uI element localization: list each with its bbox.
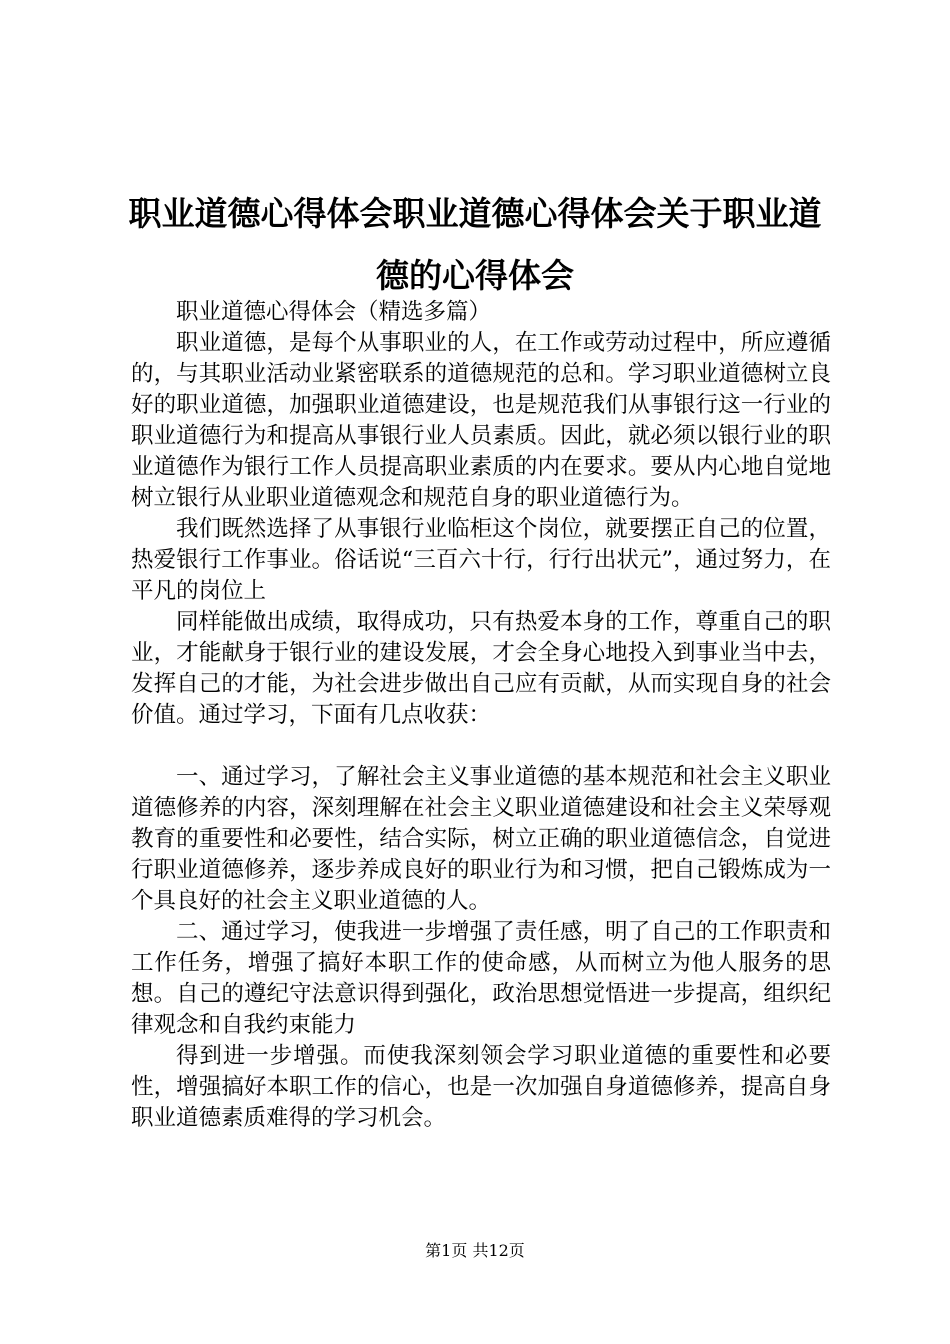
paragraph-5: 二、通过学习，使我进一步增强了责任感，明了自己的工作职责和工作任务，增强了搞好本职工作的使命感，从而树立为他人服务的思想。自己的遵纪守法意识得到强化，政治思想觉悟进一步提高，组织纪律观念和自我约束能力	[131, 919, 831, 1038]
page-footer: 第1页 共12页	[425, 1241, 525, 1260]
paragraph-6: 得到进一步增强。而使我深刻领会学习职业道德的重要性和必要性，增强搞好本职工作的信心，也是一次加强自身道德修养，提高自身职业道德素质难得的学习机会。	[131, 1043, 831, 1131]
paragraph-1: 职业道德，是每个从事职业的人，在工作或劳动过程中，所应遵循的，与其职业活动业紧密联系的道德规范的总和。学习职业道德树立良好的职业道德，加强职业道德建设，也是规范我们从事银行这一行业的职业道德行为和提高从事银行业人员素质。因此，就必须以银行业的职业道德作为银行工作人员提高职业素质的内在要求。要从内心地自觉地树立银行从业职业道德观念和规范自身的职业道德行为。	[131, 330, 831, 511]
paragraph-2: 我们既然选择了从事银行业临柜这个岗位，就要摆正自己的位置，热爱银行工作事业。俗话说“三百六十行，行行出状元”，通过努力，在平凡的岗位上	[131, 516, 831, 604]
paragraph-3: 同样能做出成绩，取得成功，只有热爱本身的工作，尊重自己的职业，才能献身于银行业的建设发展，才会全身心地投入到事业当中去，发挥自己的才能，为社会进步做出自己应有贡献，从而实现自身的社会价值。通过学习，下面有几点收获：	[131, 609, 831, 728]
paragraph-4: 一、通过学习，了解社会主义事业道德的基本规范和社会主义职业道德修养的内容，深刻理解在社会主义职业道德建设和社会主义荣辱观教育的重要性和必要性，结合实际，树立正确的职业道德信念，自觉进行职业道德修养，逐步养成良好的职业行为和习惯，把自己锻炼成为一个具良好的社会主义职业道德的人。	[131, 764, 831, 914]
paragraph-subtitle: 职业道德心得体会（精选多篇）	[176, 299, 492, 325]
paragraph-spacer	[131, 731, 831, 762]
document-body	[131, 297, 831, 1134]
document-title: 职业道德心得体会职业道德心得体会关于职业道德的心得体会	[128, 194, 822, 295]
